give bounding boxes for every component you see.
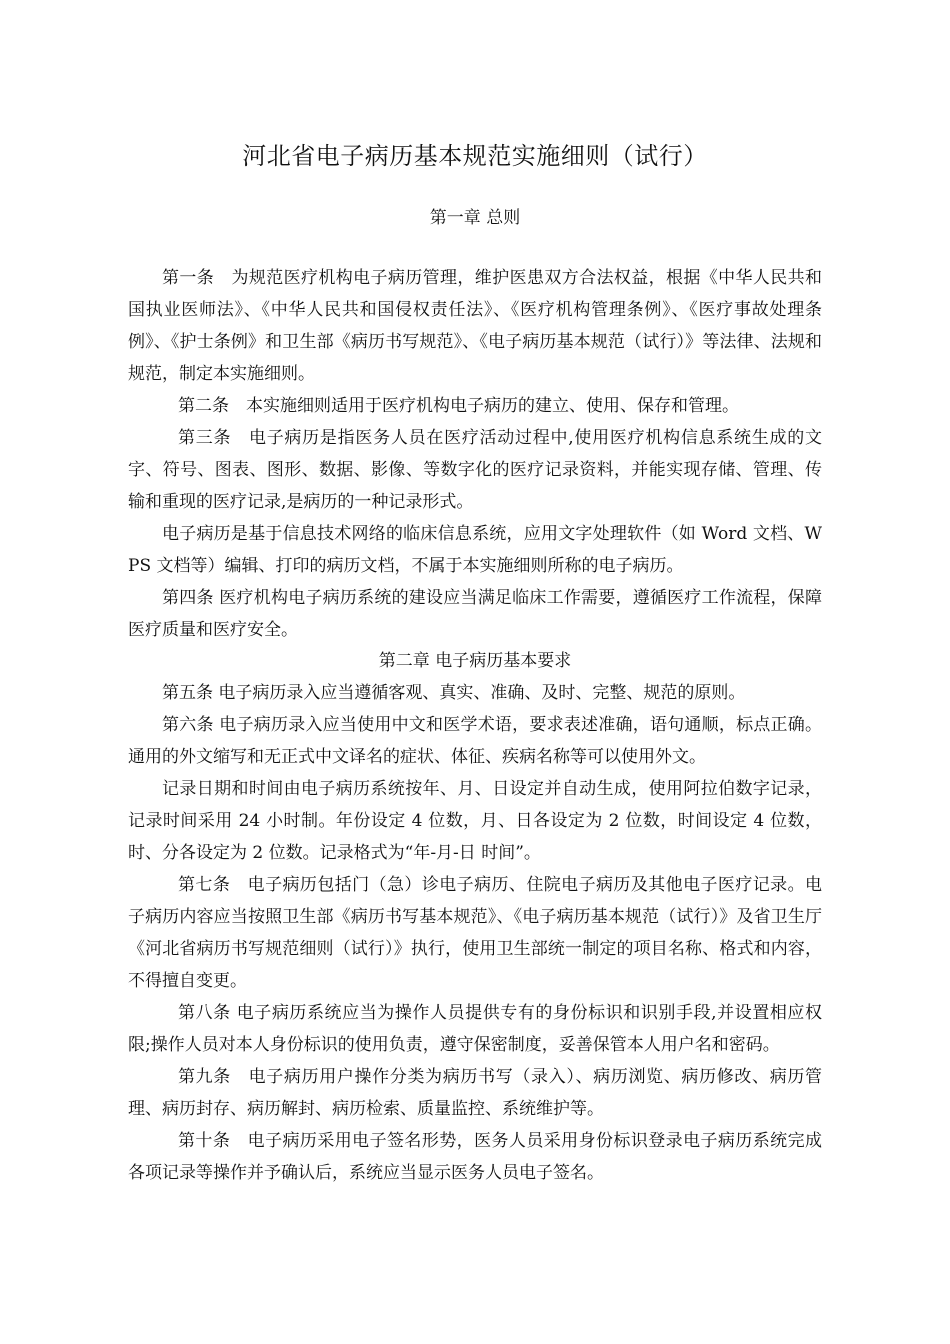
article-6: 第六条 电子病历录入应当使用中文和医学术语，要求表述准确，语句通顺，标点正确。通用的外文缩写和无正式中文译名的症状、体征、疾病名称等可以使用外文。: [128, 715, 822, 767]
document-title: 河北省电子病历基本规范实施细则（试行）: [242, 142, 708, 170]
article-5: 第五条 电子病历录入应当遵循客观、真实、准确、及时、完整、规范的原则。: [162, 683, 746, 703]
article-3: 第三条 电子病历是指医务人员在医疗活动过程中,使用医疗机构信息系统生成的文字、符号、图表、图形、数据、影像、等数字化的医疗记录资料，并能实现存储、管理、传输和重现的医疗记录,是病历的一种记录形式。: [128, 428, 822, 512]
chapter-heading: 第二章 电子病历基本要求: [378, 651, 572, 671]
article-7: 第七条 电子病历包括门（急）诊电子病历、住院电子病历及其他电子医疗记录。电子病历内容应当按照卫生部《病历书写基本规范》、《电子病历基本规范（试行）》及省卫生厅《河北省病历书写规范细则（试行）》执行，使用卫生部统一制定的项目名称、格式和内容，不得擅自变更。: [128, 875, 822, 991]
article-9: 第九条 电子病历用户操作分类为病历书写（录入）、病历浏览、病历修改、病历管理、病历封存、病历解封、病历检索、质量监控、系统维护等。: [128, 1067, 822, 1119]
article-4: 第四条 医疗机构电子病历系统的建设应当满足临床工作需要，遵循医疗工作流程，保障医疗质量和医疗安全。: [128, 588, 822, 640]
article-1: 第一条 为规范医疗机构电子病历管理，维护医患双方合法权益，根据《中华人民共和国执业医师法》、《中华人民共和国侵权责任法》、《医疗机构管理条例》、《医疗事故处理条例》、《护士条例》和卫生部《病历书写规范》、《电子病历基本规范（试行）》等法律、法规和规范，制定本实施细则。: [128, 268, 822, 384]
article-10: 第十条 电子病历采用电子签名形势，医务人员采用身份标识登录电子病历系统完成各项记录等操作并予确认后，系统应当显示医务人员电子签名。: [128, 1131, 822, 1183]
article-2: 第二条 本实施细则适用于医疗机构电子病历的建立、使用、保存和管理。: [178, 396, 739, 416]
chapter-heading: 第一章 总则: [429, 208, 521, 228]
article-8: 第八条 电子病历系统应当为操作人员提供专有的身份标识和识别手段,并设置相应权限;操作人员对本人身份标识的使用负责，遵守保密制度，妥善保管本人用户名和密码。: [128, 1003, 822, 1055]
article-3-note: 电子病历是基于信息技术网络的临床信息系统，应用文字处理软件（如 Word 文档、WPS 文档等）编辑、打印的病历文档，不属于本实施细则所称的电子病历。: [128, 524, 822, 576]
article-6-note: 记录日期和时间由电子病历系统按年、月、日设定并自动生成，使用阿拉伯数字记录，记录时间采用 24 小时制。年份设定 4 位数，月、日各设定为 2 位数，时间设定 4 位数，时、分各设定为 2 位数。记录格式为“年-月-日 时间”。: [128, 779, 822, 863]
